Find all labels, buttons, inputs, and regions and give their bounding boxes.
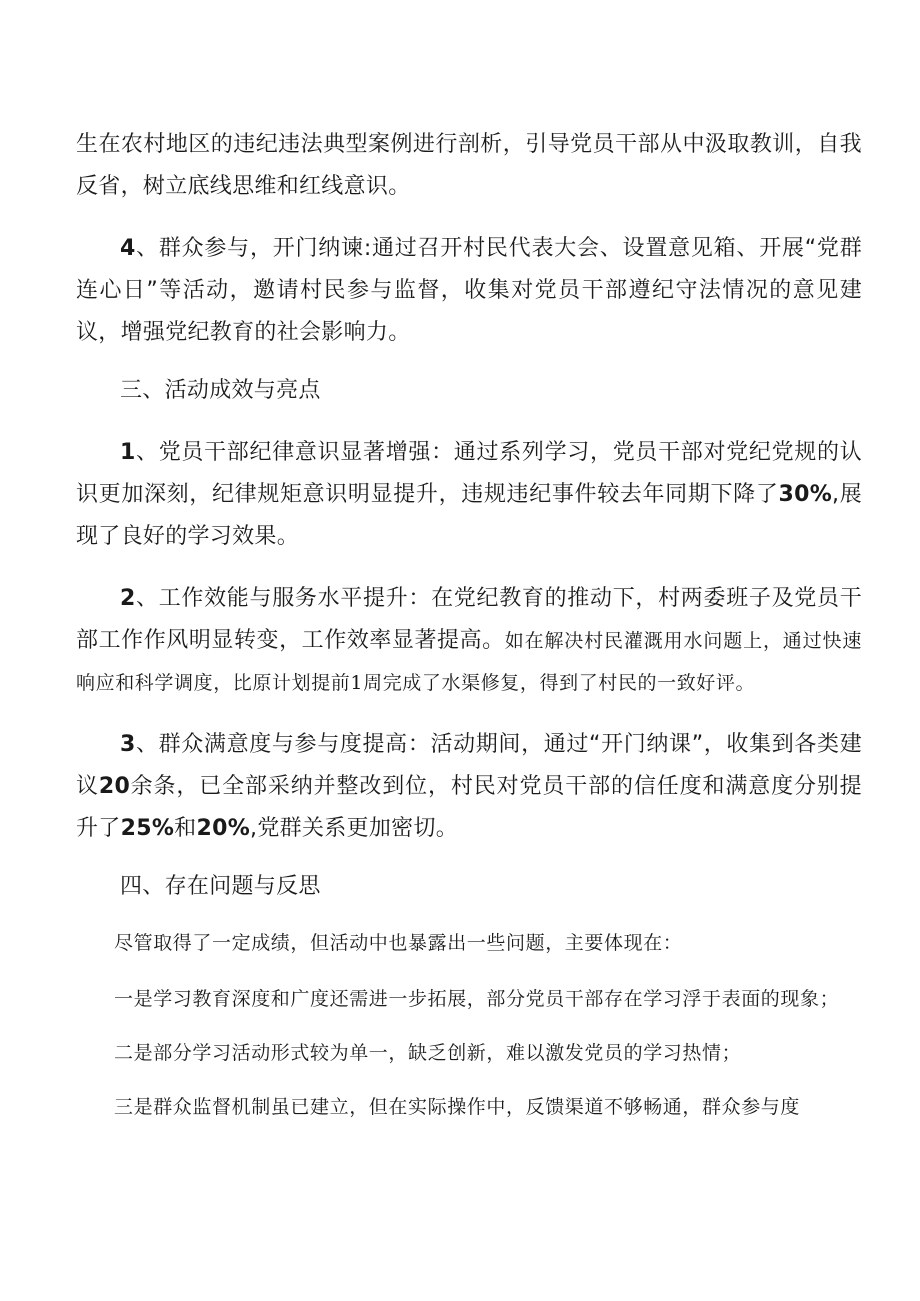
bold-number: 20%: [196, 816, 251, 841]
text-run: 尽管取得了一定成绩，但活动中也暴露出一些问题，主要体现在：: [114, 932, 683, 954]
text-run: 、群众参与，开门纳谏:通过召开村民代表大会、设置意见箱、开展“党群连心日”等活动，邀请村民参与监督，收集对党员干部遵纪守法情况的意见建议，增强党纪教育的社会影响力。: [76, 236, 862, 345]
text-run: 、工作效能与服务水平提升：在党纪教育的推动下，村两委班子及党员干部工作作风明显转变，工作效率显著提高。: [76, 586, 862, 653]
bold-number: 30%: [778, 482, 833, 507]
text-run: ,展现了良好的学习效果。: [76, 482, 863, 549]
bold-number: 4: [120, 236, 136, 261]
serif-text-run: 如在解决村民灌溉用水问题上，通过快速响应和科学调度，比原计划提前1周完成了水渠修复，得到了村民的一致好评。: [76, 630, 862, 694]
paragraph-discipline-awareness: [76, 432, 862, 558]
paragraph-satisfaction: [76, 724, 862, 850]
section-heading-results: [76, 370, 862, 412]
bold-number: 25%: [120, 816, 175, 841]
text-run: 和: [174, 816, 197, 841]
paragraph-problem-two: [76, 1032, 862, 1074]
text-run: 三、活动成效与亮点: [120, 378, 321, 403]
bold-number: 3: [120, 732, 136, 757]
section-heading-problems: [76, 866, 862, 908]
text-run: 、党员干部纪律意识显著增强：通过系列学习，党员干部对党纪党规的认识更加深刻，纪律规矩意识明显提升，违规违纪事件较去年同期下降了: [76, 440, 862, 507]
text-run: 、群众满意度与参与度提高：活动期间，通过“开门纳课”，收集到各类建议: [76, 732, 862, 799]
text-run: ,党群关系更加密切。: [250, 816, 459, 841]
paragraph-case-analysis: [76, 124, 862, 208]
bold-number: 1: [120, 440, 136, 465]
text-run: 三是群众监督机制虽已建立，但在实际操作中，反馈渠道不够畅通，群众参与度: [114, 1096, 801, 1118]
paragraph-work-efficiency: [76, 578, 862, 704]
text-run: 四、存在问题与反思: [120, 874, 321, 899]
text-run: 二是部分学习活动形式较为单一，缺乏创新，难以激发党员的学习热情；: [114, 1042, 742, 1064]
paragraph-problem-three: [76, 1086, 862, 1128]
paragraph-problems-intro: [76, 922, 862, 964]
paragraph-problem-one: [76, 978, 862, 1020]
text-run: 余条，已全部采纳并整改到位，村民对党员干部的信任度和满意度分别提升了: [76, 774, 862, 841]
bold-number: 20: [98, 774, 131, 799]
paragraph-mass-participation: [76, 228, 862, 354]
text-run: 一是学习教育深度和广度还需进一步拓展，部分党员干部存在学习浮于表面的现象；: [114, 988, 840, 1010]
text-run: 生在农村地区的违纪违法典型案例进行剖析，引导党员干部从中汲取教训，自我反省，树立底线思维和红线意识。: [76, 132, 862, 199]
bold-number: 2: [120, 586, 136, 611]
